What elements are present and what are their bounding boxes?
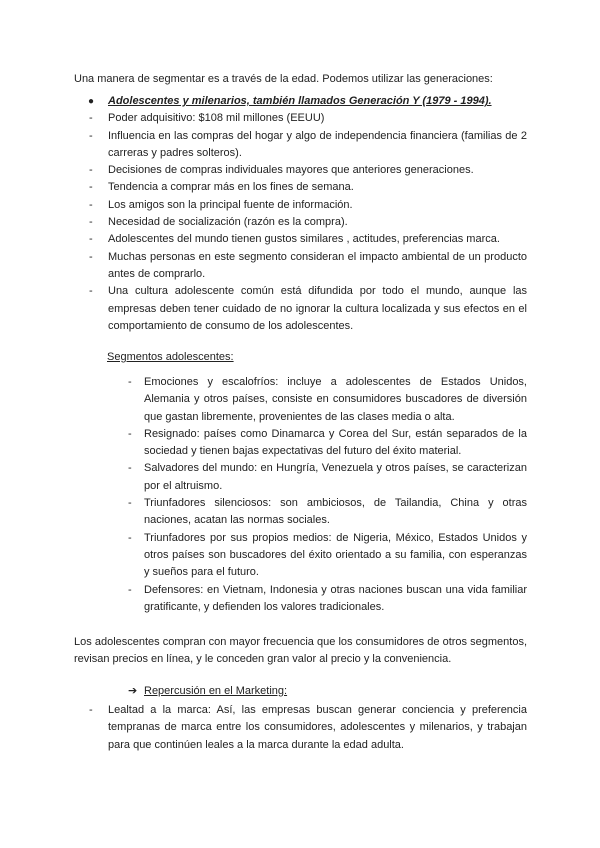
segment-text: Defensores: en Vietnam, Indonesia y otras naciones buscan una vida familiar gratificante, y defienden los valores tradicionales. (144, 583, 527, 613)
segment-text: Resignado: países como Dinamarca y Corea del Sur, están separados de la sociedad y tienen bajas expectativas del futuro del éxito material. (144, 427, 527, 458)
item-text: Adolescentes del mundo tienen gustos similares , actitudes, preferencias marca. (108, 233, 500, 246)
dash-marker: - (89, 164, 93, 177)
marketing-title: Repercusión en el Marketing: (144, 685, 288, 697)
item-text: Necesidad de socialización (razón es la compra). (108, 216, 348, 229)
arrow-icon: ➔ (128, 685, 138, 697)
dash-marker: - (89, 704, 93, 716)
dash-marker: - (128, 427, 132, 440)
list-item (107, 374, 527, 426)
list-item (107, 582, 527, 617)
dash-marker: - (89, 112, 93, 125)
segment-text: Triunfadores por sus propios medios: de Nigeria, México, Estados Unidos y otros países son buscadores del éxito orientado a su familia, con esperanzas y sueños para el futuro. (144, 531, 527, 579)
bullet-marker: ● (88, 96, 95, 107)
item-text: Decisiones de compras individuales mayores que anteriores generaciones. (108, 164, 474, 177)
segment-text: Salvadores del mundo: en Hungría, Venezuela y otros países, se caracterizan por el altruismo. (144, 462, 527, 492)
list-item (74, 93, 527, 110)
list-item (107, 530, 527, 582)
list-item (107, 460, 527, 495)
list-item (74, 128, 527, 163)
segment-text: Triunfadores silenciosos: son ambiciosos, de Tailandia, China y otras naciones, acatan las normas sociales. (144, 497, 527, 527)
segment-text: Emociones y escalofríos: incluye a adolescentes de Estados Unidos, Alemania y otros países, consiste en consumidores buscadores de diversión que gastan libremente, provenientes de las clases media o alta. (144, 376, 527, 423)
dash-marker: - (128, 583, 132, 596)
list-item (74, 162, 527, 179)
list-item (74, 179, 527, 196)
summary-paragraph: Los adolescentes compran con mayor frecuencia que los consumidores de otros segmentos, revisan precios en línea, y le conceden gran valor al precio y la conveniencia. (74, 636, 527, 666)
list-item (74, 110, 527, 127)
dash-marker: - (89, 233, 93, 246)
marketing-list (74, 702, 527, 754)
generation-list (74, 93, 527, 335)
generation-heading: Adolescentes y milenarios, también llamados Generación Y (1979 - 1994). (108, 95, 492, 107)
list-item (107, 495, 527, 530)
marketing-text: Lealtad a la marca: Así, las empresas buscan generar conciencia y preferencia tempranas de marca entre los consumidores, adolescentes y milenarios, y trabajan para que continúen leales a la marca durante la edad adulta. (108, 704, 527, 751)
segments-title: Segmentos adolescentes: (107, 351, 234, 363)
dash-marker: - (128, 497, 132, 510)
dash-marker: - (128, 531, 132, 544)
list-item (74, 283, 527, 335)
dash-marker: - (89, 198, 93, 211)
list-item (74, 702, 527, 754)
list-item (107, 426, 527, 461)
dash-marker: - (89, 250, 93, 263)
dash-marker: - (89, 129, 93, 142)
item-text: Los amigos son la principal fuente de información. (108, 198, 353, 211)
item-text: Poder adquisitivo: $108 mil millones (EEUU) (108, 112, 325, 125)
item-text: Muchas personas en este segmento consideran el impacto ambiental de un producto antes de comprarlo. (108, 250, 527, 280)
segments-list (107, 374, 527, 616)
intro-paragraph: Una manera de segmentar es a través de la edad. Podemos utilizar las generaciones: (74, 73, 493, 85)
item-text: Una cultura adolescente común está difundida por todo el mundo, aunque las empresas deben tener cuidado de no ignorar la cultura localizada y sus efectos en el comportamiento de consumo de los adolescentes. (108, 285, 527, 332)
item-text: Influencia en las compras del hogar y algo de independencia financiera (familias de 2 carreras y padres solteros). (108, 129, 527, 159)
dash-marker: - (128, 462, 132, 475)
dash-marker: - (89, 181, 93, 194)
marketing-heading (128, 683, 287, 700)
dash-marker: - (128, 376, 132, 388)
item-text: Tendencia a comprar más en los fines de semana. (108, 181, 354, 194)
dash-marker: - (89, 285, 93, 298)
list-item (74, 214, 527, 231)
list-item (74, 197, 527, 214)
dash-marker: - (89, 216, 93, 229)
list-item (74, 231, 527, 248)
list-item (74, 249, 527, 284)
